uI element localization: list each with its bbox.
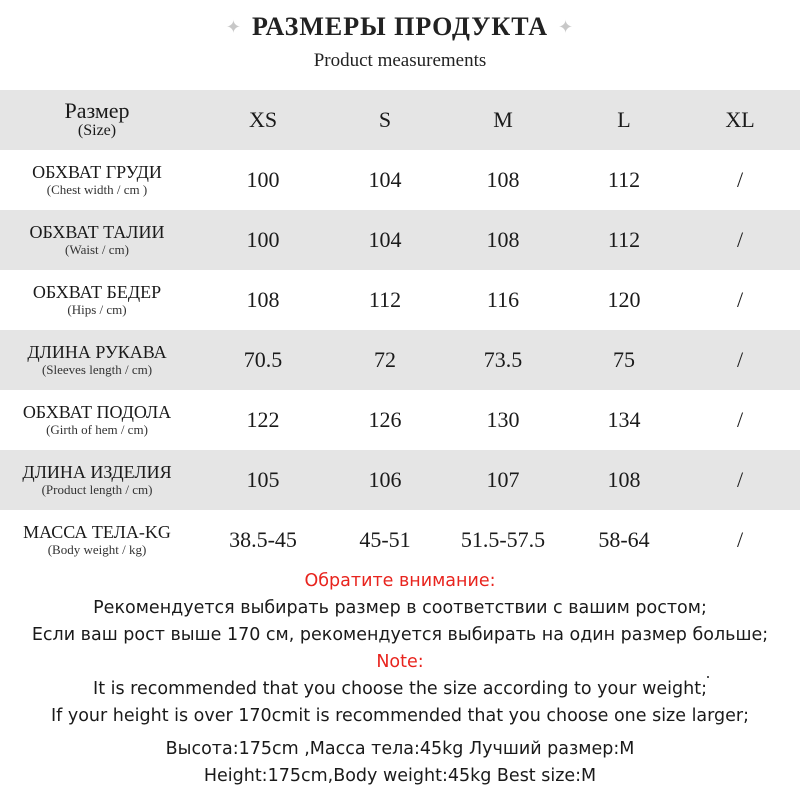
header-size-cell (0, 90, 194, 150)
value-cell-s: 126 (368, 407, 402, 432)
measurement-name: ОБХВАТ БЕДЕР (32, 282, 162, 302)
table-row (0, 210, 800, 270)
ru-note-line-2: Если ваш рост выше 170 см, рекомендуется выбирать на один размер больше; (31, 625, 769, 645)
measurement-sublabel: (Product length / cm) (41, 482, 153, 497)
value-cell-l: 75 (568, 330, 680, 390)
page-title (226, 12, 574, 42)
measurement-sublabel: (Sleeves length / cm) (41, 362, 153, 377)
measurement-name: ОБХВАТ ГРУДИ (32, 162, 162, 182)
ru-note-line-1: Рекомендуется выбирать размер в соответствии с вашим ростом; (93, 598, 707, 618)
measurement-name: ОБХВАТ ПОДОЛА (22, 402, 172, 422)
header-size-label: Размер (64, 98, 130, 123)
table-row (0, 270, 800, 330)
table-header-row (0, 90, 800, 150)
header-size-xs: XS (194, 90, 332, 150)
measurement-label-cell (0, 450, 194, 510)
value-cell-m: 108 (486, 167, 520, 192)
sparkle-left-icon: ✦ (225, 16, 242, 37)
en-note-heading: Note: (376, 652, 424, 672)
measurement-label-cell (0, 210, 194, 270)
value-cell-s: 72 (332, 330, 438, 390)
value-cell-xs: 100 (246, 167, 280, 192)
measurement-sublabel: (Girth of hem / cm) (46, 422, 148, 437)
value-cell-xl: / (680, 450, 800, 510)
header-size-sublabel: (Size) (77, 122, 117, 139)
table-row (0, 510, 800, 570)
value-cell-m: 130 (486, 407, 520, 432)
value-cell-xs: 38.5-45 (229, 527, 297, 552)
table-row (0, 330, 800, 390)
value-cell-xl: / (736, 407, 744, 432)
en-note-line-1: It is recommended that you choose the size according to your weight; (93, 679, 707, 699)
example-ru: Высота:175cm ,Масса тела:45kg Лучший размер:M (165, 739, 635, 759)
header-size-s: S (332, 90, 438, 150)
value-cell-xs: 70.5 (194, 330, 332, 390)
stray-dot (707, 676, 709, 678)
header-size-m: M (438, 90, 568, 150)
value-cell-xl: / (680, 210, 800, 270)
measurement-label-cell (0, 270, 194, 330)
header-size-xl: XL (680, 90, 800, 150)
ru-note-heading: Обратите внимание: (304, 571, 496, 591)
value-cell-l: 112 (568, 210, 680, 270)
value-cell-m: 116 (486, 287, 520, 312)
measurement-label-cell (0, 510, 194, 570)
value-cell-xl: / (736, 167, 744, 192)
value-cell-m: 107 (438, 450, 568, 510)
value-cell-s: 106 (332, 450, 438, 510)
table-row (0, 390, 800, 450)
value-cell-xs: 108 (246, 287, 280, 312)
value-cell-xs: 105 (194, 450, 332, 510)
sparkle-right-icon: ✦ (558, 16, 575, 37)
value-cell-l: 134 (607, 407, 641, 432)
value-cell-l: 120 (607, 287, 641, 312)
value-cell-l: 58-64 (598, 527, 650, 552)
header-size-l: L (568, 90, 680, 150)
table-row (0, 150, 800, 210)
value-cell-l: 112 (607, 167, 641, 192)
value-cell-s: 104 (332, 210, 438, 270)
example-en: Height:175cm,Body weight:45kg Best size:M (203, 766, 597, 786)
page-title-text: РАЗМЕРЫ ПРОДУКТА (251, 12, 549, 41)
en-note-line-2: If your height is over 170cmit is recommended that you choose one size larger; (50, 706, 750, 726)
title-block (0, 12, 800, 42)
measurement-name: ОБХВАТ ТАЛИИ (29, 222, 165, 242)
value-cell-s: 112 (368, 287, 402, 312)
measurement-sublabel: (Body weight / kg) (47, 542, 147, 557)
measurement-label-cell (0, 390, 194, 450)
value-cell-xl: / (736, 527, 744, 552)
measurement-sublabel: (Hips / cm) (67, 302, 127, 317)
page-subtitle: Product measurements (313, 50, 487, 71)
value-cell-m: 51.5-57.5 (460, 527, 546, 552)
value-cell-xl: / (736, 287, 744, 312)
measurement-label-cell (0, 330, 194, 390)
value-cell-xs: 100 (194, 210, 332, 270)
value-cell-m: 108 (438, 210, 568, 270)
measurement-label-cell (0, 150, 194, 210)
value-cell-xl: / (680, 330, 800, 390)
size-table (0, 90, 800, 570)
value-cell-l: 108 (568, 450, 680, 510)
table-row (0, 450, 800, 510)
notes-block (0, 568, 800, 790)
value-cell-s: 104 (368, 167, 402, 192)
value-cell-xs: 122 (246, 407, 280, 432)
measurement-name: МАССА ТЕЛА-KG (23, 522, 171, 542)
measurement-sublabel: (Chest width / cm ) (46, 182, 148, 197)
value-cell-s: 45-51 (359, 527, 411, 552)
measurement-name: ДЛИНА ИЗДЕЛИЯ (22, 462, 172, 482)
measurement-sublabel: (Waist / cm) (65, 242, 129, 257)
value-cell-m: 73.5 (438, 330, 568, 390)
measurement-name: ДЛИНА РУКАВА (27, 342, 167, 362)
